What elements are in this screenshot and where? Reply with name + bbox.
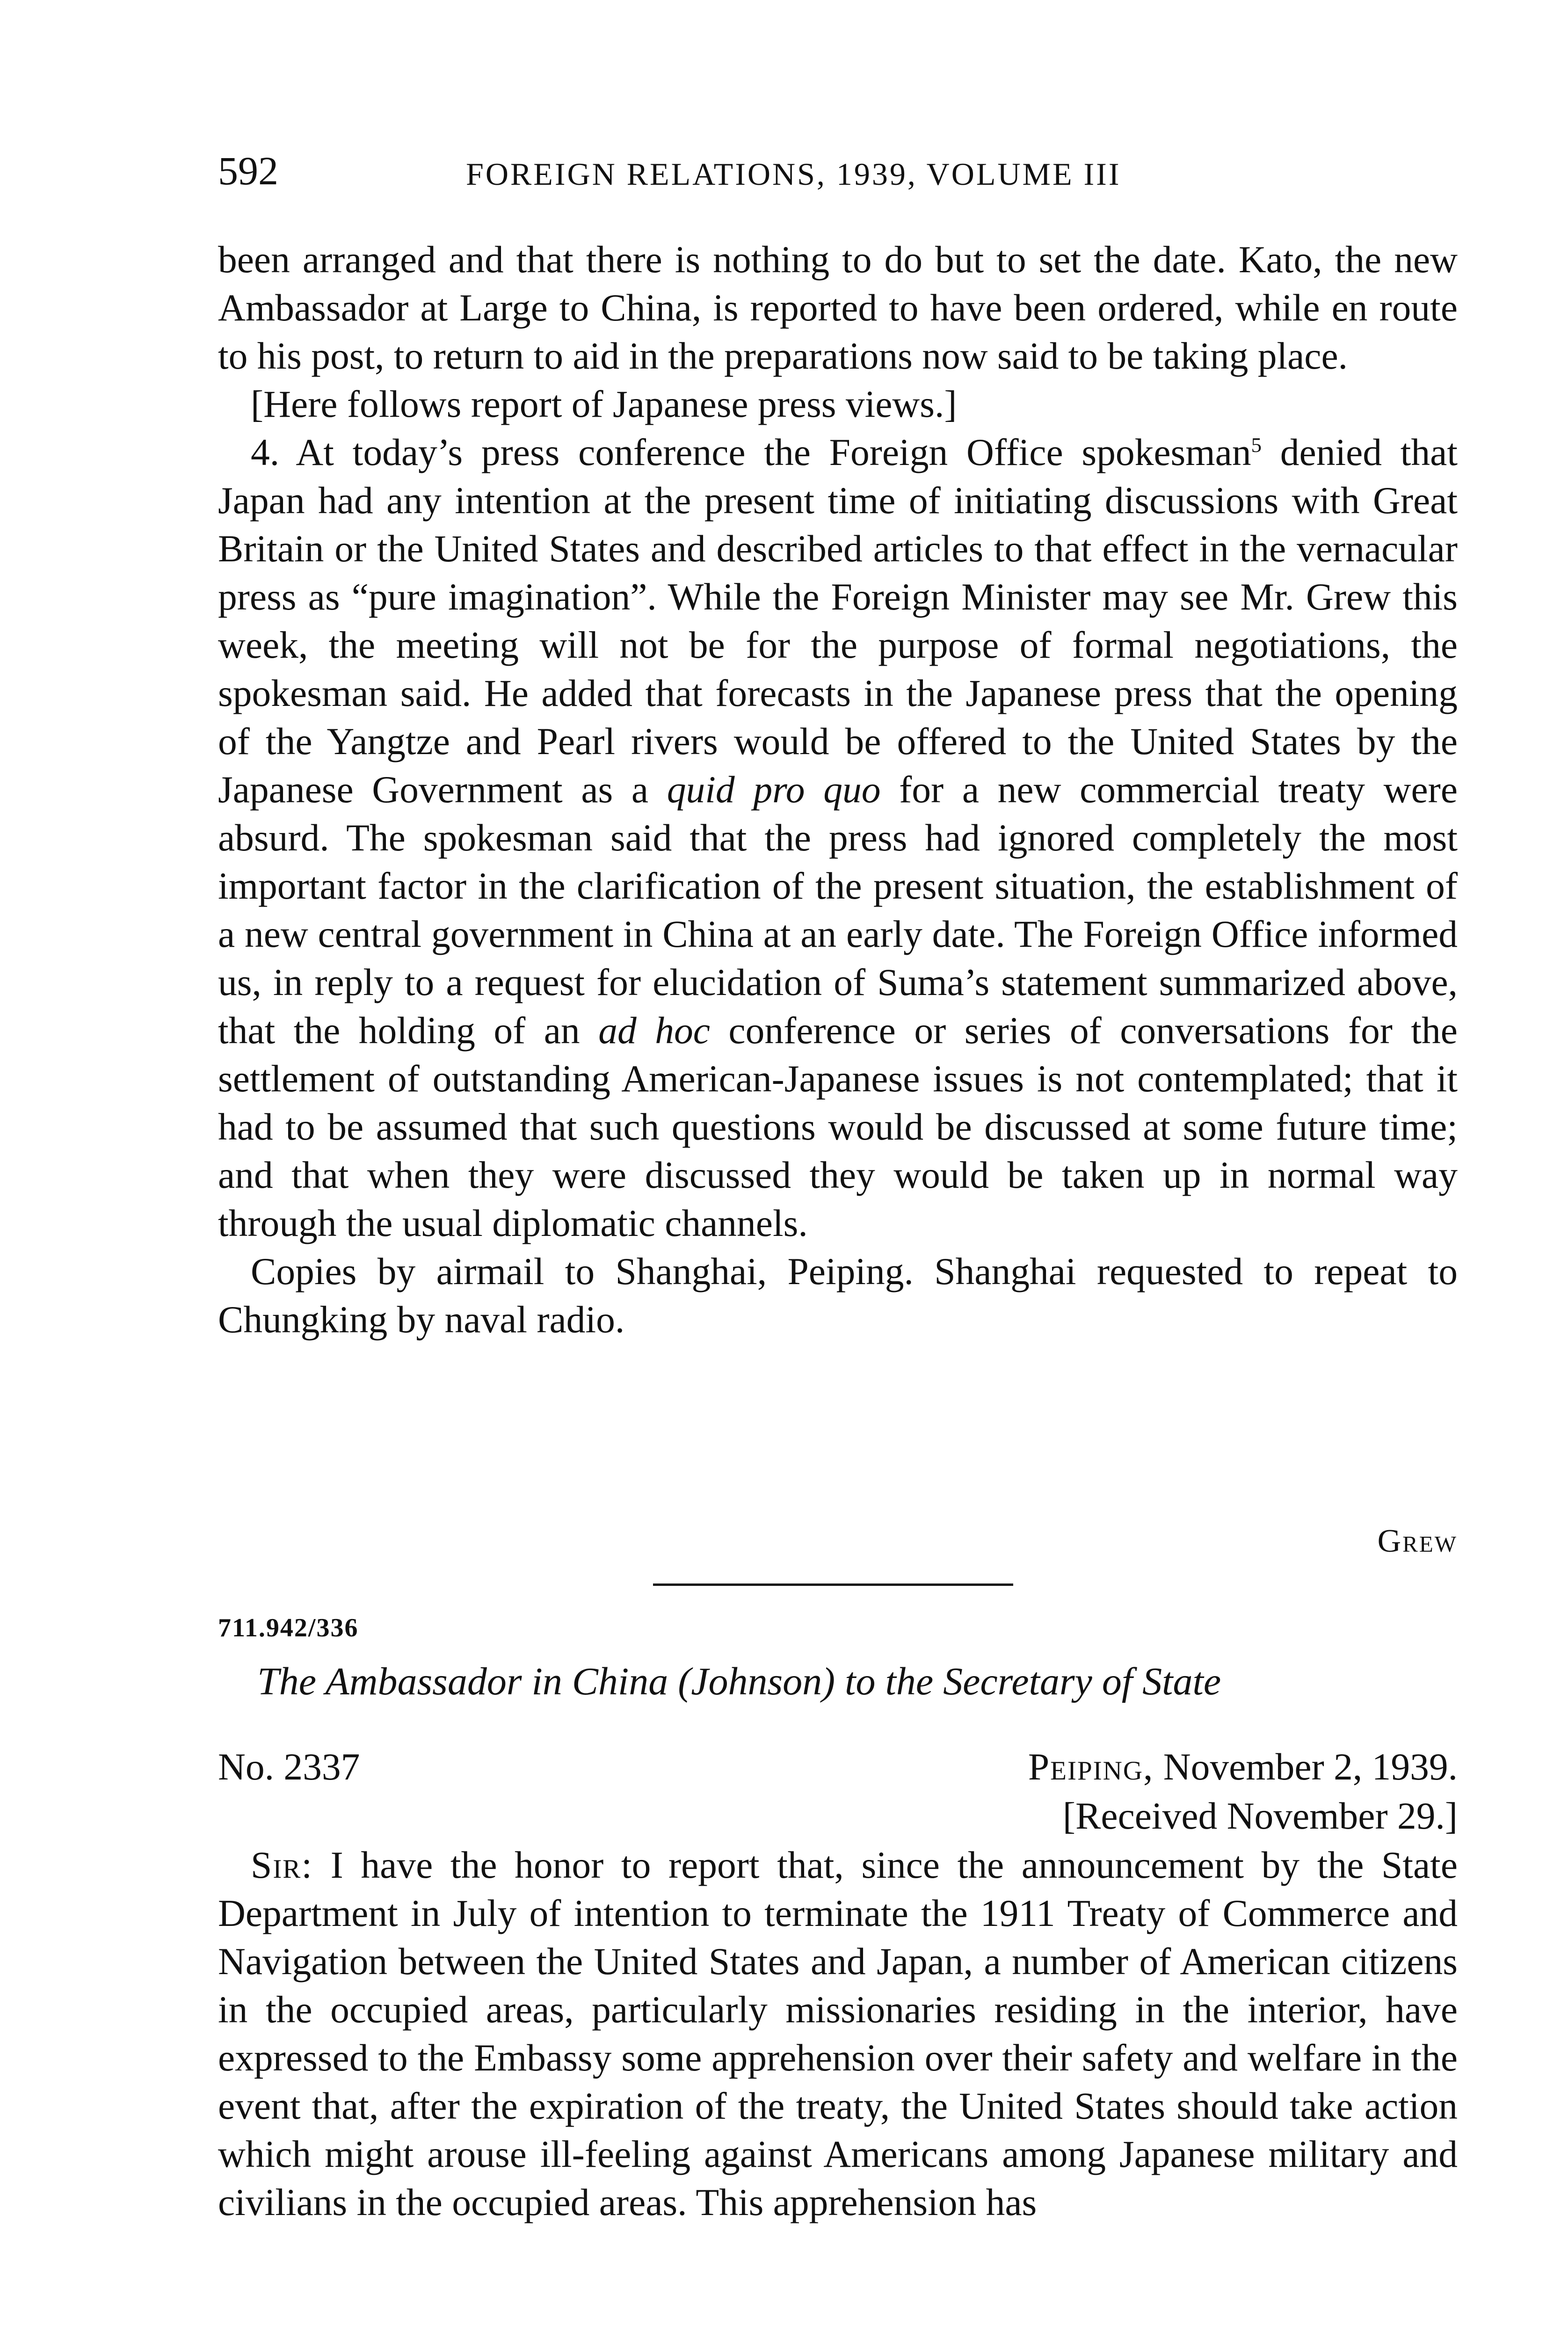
continued-text-block — [218, 235, 1458, 1344]
numbered-paragraph-4 — [218, 428, 1458, 1247]
file-reference: 711.942/336 — [218, 1613, 359, 1642]
signature: Grew — [1377, 1523, 1458, 1559]
footnote-reference: 5 — [1251, 433, 1262, 457]
received-date: [Received November 29.] — [1062, 1794, 1458, 1837]
dateline-place: Peiping, — [1028, 1745, 1154, 1788]
continued-paragraph: been arranged and that there is nothing to do but to set the date. Kato, the new Ambassador at Large to China, is reported to have been ordered, while en route to his post, to return to aid in the preparations now said to be taking place. — [218, 238, 1458, 377]
paragraph-text: conference or series of conversations for the settlement of outstanding American-Japanese issues is not contemplated; that it had to be assumed that such questions would be discussed at some future time; and that when they were discussed they would be taken up in normal way through the usual diplomatic channels. — [218, 1009, 1458, 1244]
latin-phrase: ad hoc — [598, 1009, 710, 1052]
running-head: FOREIGN RELATIONS, 1939, VOLUME III — [466, 156, 1121, 192]
dateline — [1028, 1743, 1458, 1791]
letter-text: I have the honor to report that, since the announcement by the State Department in July of intention to terminate the 1911 Treaty of Commerce and Navigation between the United States and Japan, a number of American citizens in the occupied areas, particularly missionaries residing in the interior, have expressed to the Embassy some apprehension over their safety and welfare in the event that, after the expiration of the treaty, the United States should take action which might arouse ill-feeling against Americans among Japanese military and civilians in the occupied areas. This apprehension has — [218, 1844, 1458, 2223]
section-divider — [653, 1584, 1013, 1586]
letter-body-block — [218, 1841, 1458, 2226]
latin-phrase: quid pro quo — [667, 768, 881, 811]
editorial-note: [Here follows report of Japanese press views.] — [251, 383, 957, 425]
document-number: No. 2337 — [218, 1745, 360, 1788]
paragraph-text: for a new commercial treaty were absurd. The spokesman said that the press had ignored completely the most important factor in the clarification of the present situation, the establishment of a new central government in China at an early date. The Foreign Office informed us, in reply to a request for elucidation of Suma’s statement summarized above, that the holding of an — [218, 768, 1458, 1052]
document-title: The Ambassador in China (Johnson) to the Secretary of State — [257, 1660, 1221, 1703]
paragraph-text: denied that Japan had any intention at the present time of initiating discussions with Great Britain or the United States and described articles to that effect in the vernacular press as “pure imagination”. While the Foreign Minister may see Mr. Grew this week, the meeting will not be for the purpose of formal negotiations, the spokesman said. He added that forecasts in the Japanese press that the opening of the Yangtze and Pearl rivers would be offered to the United States by the Japanese Government as a — [218, 431, 1458, 811]
page-header — [218, 140, 1458, 206]
paragraph-text: 4. At today’s press conference the Foreign Office spokesman — [251, 431, 1251, 473]
distribution-paragraph: Copies by airmail to Shanghai, Peiping. Shanghai requested to repeat to Chungking by naval radio. — [218, 1250, 1458, 1341]
salutation: Sir: — [251, 1844, 313, 1886]
page-number: 592 — [218, 148, 278, 193]
letter-paragraph — [218, 1841, 1458, 2226]
dateline-date: November 2, 1939. — [1154, 1745, 1458, 1788]
